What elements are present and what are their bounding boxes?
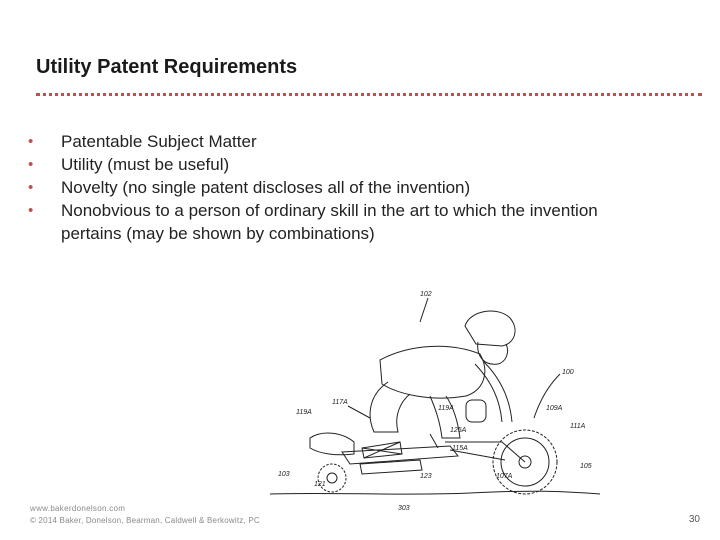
rear-leg xyxy=(370,382,410,432)
ref-label: 103 xyxy=(278,471,290,478)
ref-label: 111A xyxy=(570,423,586,430)
bullet-dot-icon: • xyxy=(28,133,34,150)
bullet-text: Novelty (no single patent discloses all of the invention) xyxy=(61,178,471,197)
bullet-item xyxy=(28,176,648,199)
bullet-dot-icon: • xyxy=(28,179,34,196)
ref-label: 303 xyxy=(398,505,410,512)
bullet-text: Utility (must be useful) xyxy=(61,155,230,174)
ref-label: 119A xyxy=(296,409,312,416)
bullet-list xyxy=(28,130,648,245)
footer-url: www.bakerdonelson.com xyxy=(30,504,126,513)
ref-label: 105 xyxy=(580,463,592,470)
bullet-item xyxy=(28,130,648,153)
title-divider xyxy=(36,93,702,96)
arm xyxy=(475,362,512,422)
ref-label: 123 xyxy=(420,473,432,480)
ref-label: 115A xyxy=(452,445,468,452)
ref-label: 125A xyxy=(450,427,467,434)
bullet-text: Nonobvious to a person of ordinary skill in the art to which the invention pertains (may be shown by combinations) xyxy=(61,201,598,243)
bullet-item xyxy=(28,153,648,176)
bullet-text: Patentable Subject Matter xyxy=(61,132,257,151)
bullet-dot-icon: • xyxy=(28,202,34,219)
ref-label: 119A xyxy=(438,405,454,412)
page-number: 30 xyxy=(688,514,700,525)
helmet xyxy=(465,311,515,346)
reference-numerals xyxy=(278,291,592,512)
ground-line xyxy=(270,491,600,494)
leader-125A xyxy=(430,434,438,448)
leader-117A xyxy=(348,406,370,418)
knee-pad xyxy=(466,400,486,422)
patent-drawing xyxy=(270,282,600,518)
leader-102 xyxy=(420,298,428,322)
ref-label: 117A xyxy=(332,399,348,406)
ref-label: 107A xyxy=(496,473,513,480)
ref-label: 100 xyxy=(562,369,574,376)
ref-label: 109A xyxy=(546,405,563,412)
ref-label: 121 xyxy=(314,481,326,488)
ref-label: 102 xyxy=(420,291,432,298)
rear-wheel-hub xyxy=(327,473,337,483)
footer-copyright: © 2014 Baker, Donelson, Bearman, Caldwell & Berkowitz, PC xyxy=(30,516,260,525)
slide-title: Utility Patent Requirements xyxy=(36,56,298,78)
bullet-item xyxy=(28,199,648,245)
bullet-dot-icon: • xyxy=(28,156,34,173)
torso xyxy=(380,346,485,398)
